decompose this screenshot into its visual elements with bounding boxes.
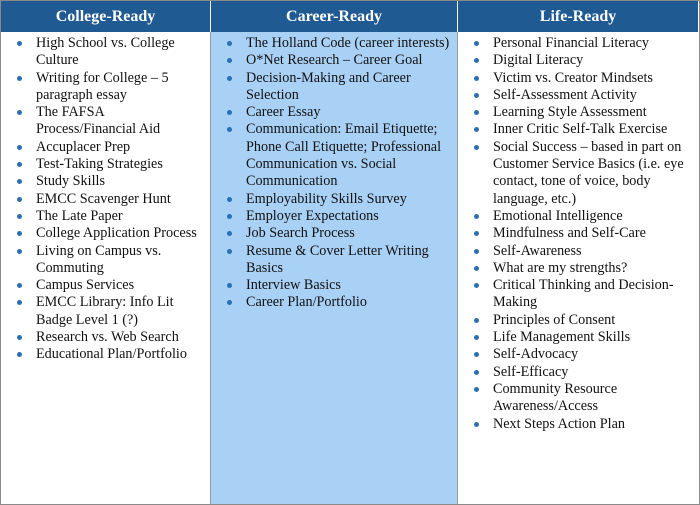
list-item: Self-Awareness xyxy=(472,243,693,260)
list-item: Study Skills xyxy=(15,173,204,190)
list-item: What are my strengths? xyxy=(472,260,693,277)
list-item: High School vs. College Culture xyxy=(15,35,204,70)
list-item: Resume & Cover Letter Writing Basics xyxy=(225,243,451,278)
list-item: Next Steps Action Plan xyxy=(472,416,693,433)
column-heading-life: Life-Ready xyxy=(458,1,699,32)
college-ready-list xyxy=(15,35,204,364)
list-item: Employability Skills Survey xyxy=(225,191,451,208)
list-item: Personal Financial Literacy xyxy=(472,35,693,52)
list-item: Accuplacer Prep xyxy=(15,139,204,156)
list-item: Self-Assessment Activity xyxy=(472,87,693,104)
list-item: Life Management Skills xyxy=(472,329,693,346)
column-heading-career: Career-Ready xyxy=(211,1,458,32)
career-ready-column xyxy=(211,32,458,504)
list-item: Self-Advocacy xyxy=(472,346,693,363)
list-item: Victim vs. Creator Mindsets xyxy=(472,70,693,87)
life-ready-list xyxy=(472,35,693,433)
list-item: Mindfulness and Self-Care xyxy=(472,225,693,242)
list-item: Digital Literacy xyxy=(472,52,693,69)
list-item: Critical Thinking and Decision-Making xyxy=(472,277,693,312)
list-item: Learning Style Assessment xyxy=(472,104,693,121)
list-item: EMCC Library: Info Lit Badge Level 1 (?) xyxy=(15,294,204,329)
list-item: Living on Campus vs. Commuting xyxy=(15,243,204,278)
list-item: Writing for College – 5 paragraph essay xyxy=(15,70,204,105)
list-item: Communication: Email Etiquette; Phone Call Etiquette; Professional Communication vs. Social Communication xyxy=(225,121,451,190)
list-item: Community Resource Awareness/Access xyxy=(472,381,693,416)
list-item: Self-Efficacy xyxy=(472,364,693,381)
list-item: College Application Process xyxy=(15,225,204,242)
list-item: The Holland Code (career interests) xyxy=(225,35,451,52)
list-item: The FAFSA Process/Financial Aid xyxy=(15,104,204,139)
list-item: O*Net Research – Career Goal xyxy=(225,52,451,69)
list-item: Decision-Making and Career Selection xyxy=(225,70,451,105)
college-ready-column xyxy=(1,32,211,504)
list-item: Career Essay xyxy=(225,104,451,121)
list-item: Interview Basics xyxy=(225,277,451,294)
career-ready-list xyxy=(225,35,451,312)
list-item: The Late Paper xyxy=(15,208,204,225)
list-item: Principles of Consent xyxy=(472,312,693,329)
list-item: Educational Plan/Portfolio xyxy=(15,346,204,363)
life-ready-column xyxy=(458,32,699,504)
list-item: Social Success – based in part on Customer Service Basics (i.e. eye contact, tone of voice, body language, etc.) xyxy=(472,139,693,208)
list-item: Inner Critic Self-Talk Exercise xyxy=(472,121,693,138)
list-item: Emotional Intelligence xyxy=(472,208,693,225)
list-item: Campus Services xyxy=(15,277,204,294)
column-heading-college: College-Ready xyxy=(1,1,211,32)
list-item: Career Plan/Portfolio xyxy=(225,294,451,311)
list-item: Job Search Process xyxy=(225,225,451,242)
list-item: Employer Expectations xyxy=(225,208,451,225)
list-item: Test-Taking Strategies xyxy=(15,156,204,173)
list-item: EMCC Scavenger Hunt xyxy=(15,191,204,208)
list-item: Research vs. Web Search xyxy=(15,329,204,346)
